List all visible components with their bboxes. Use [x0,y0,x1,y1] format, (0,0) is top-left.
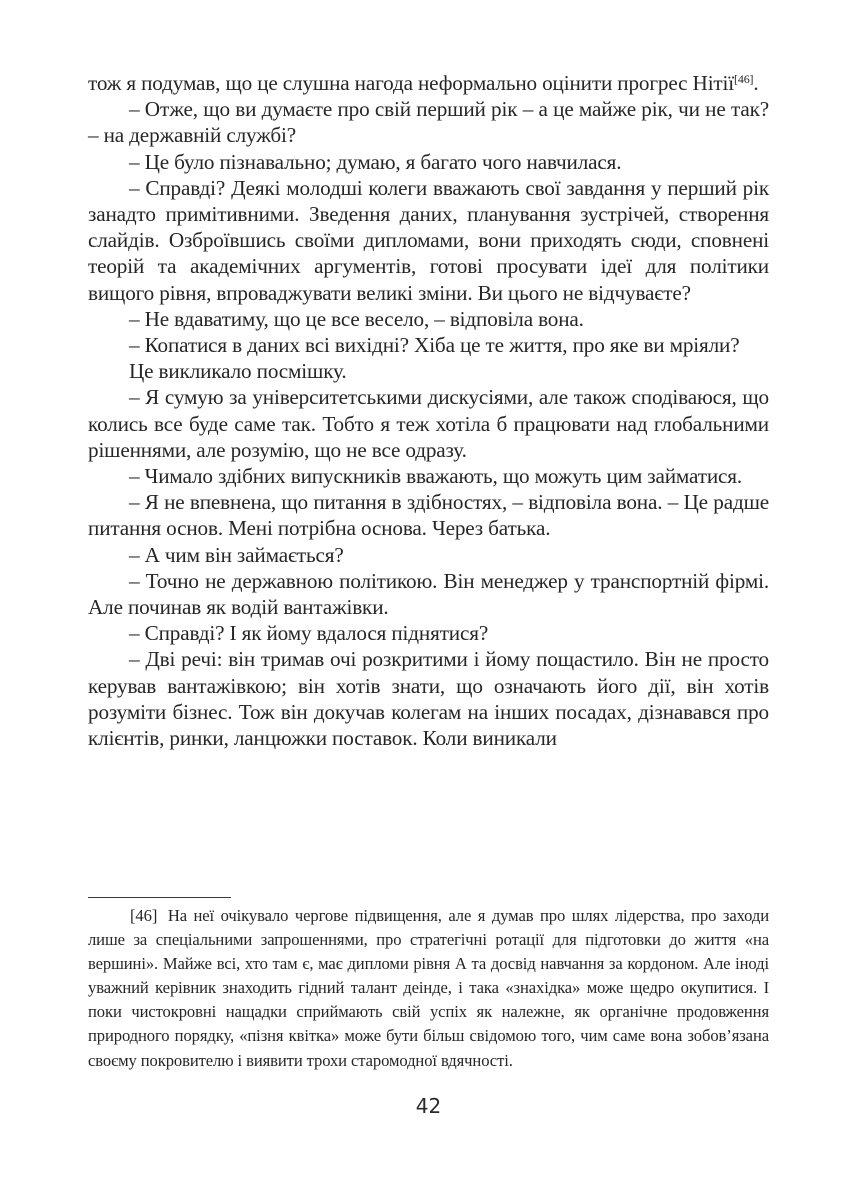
paragraph: – Я не впевнена, що питання в здібностях, – відповіла вона. – Це радше питання основ. Мені потрібна основа. Через батька. [88,490,769,541]
paragraph: – Отже, що ви думаєте про свій перший рік – а це майже рік, чи не так? – на державній службі? [88,97,769,148]
page-body [88,70,769,751]
paragraph [88,70,769,96]
footnote-reference[interactable]: [46] [734,72,754,86]
paragraph: – Це було пізнавально; думаю, я багато чого навчилася. [129,149,622,174]
paragraph: – Чимало здібних випускників вважають, що можуть цим займатися. [129,464,743,489]
footnote-separator [88,897,231,898]
footnote-text: На неї очікувало чергове підвищення, але я думав про шлях лідерства, про заходи лише за спеціальними запрошеннями, про стратегічні ротації для підготовки до життя «на вершині». Майже всі, хто там є, має дипломи рівня А та досвід навчання за кордоном. Але іноді уважний керівник знаходить гідний талант деінде, і така «знахідка» може щедро окупитися. І поки чистокровні нащадки сприймають свій успіх як належне, як органічне продовження природного порядку, «пізня квітка» може бути більш свідомою того, чим саме вона зобов’язана своєму покровителю і виявити трохи старомодної вдячності. [88,906,769,1070]
paragraph: – Дві речі: він тримав очі розкритими і йому пощастило. Він не просто керував вантажівкою; він хотів знати, що означають його дії, він хотів розуміти бізнес. Тож він докучав колегам на інших посадах, дізнавався про клієнтів, ринки, ланцюжки поставок. Коли виникали [88,647,769,751]
paragraph: – А чим він займається? [129,542,344,567]
paragraph: – Копатися в даних всі вихідні? Хіба це те життя, про яке ви мріяли? [129,333,740,358]
paragraph: Це викликало посмішку. [129,359,347,384]
paragraph-text: тож я подумав, що це слушна нагода неформально оцінити прогрес Нітії [88,71,735,95]
paragraph: – Справді? І як йому вдалося піднятися? [129,621,489,646]
paragraph: – Справді? Деякі молодші колеги вважають свої завдання у перший рік занадто примітивними. Зведення даних, планування зустрічей, створення слайдів. Озброївшись своїми дипломами, вони приходять сюди, сповнені теорій та академічних аргументів, готові просувати ідеї для політики вищого рівня, впроваджувати великі зміни. Ви цього не відчуваєте? [88,175,769,305]
paragraph: – Точно не державною політикою. Він менеджер у транспортній фірмі. Але починав як водій вантажівки. [88,568,769,620]
page-number: 42 [415,1094,442,1118]
paragraph: – Не вдаватиму, що це все весело, – відповіла вона. [129,306,584,331]
footnote [88,904,769,1073]
paragraph-punctuation: . [753,71,759,95]
main-text [88,70,769,751]
paragraph: – Я сумую за університетськими дискусіями, але також сподіваюся, що колись все буде саме так. Тобто я теж хотіла б працювати над глобальними рішеннями, але розумію, що не все одразу. [88,385,769,462]
footnote-marker: [46] [130,906,158,925]
